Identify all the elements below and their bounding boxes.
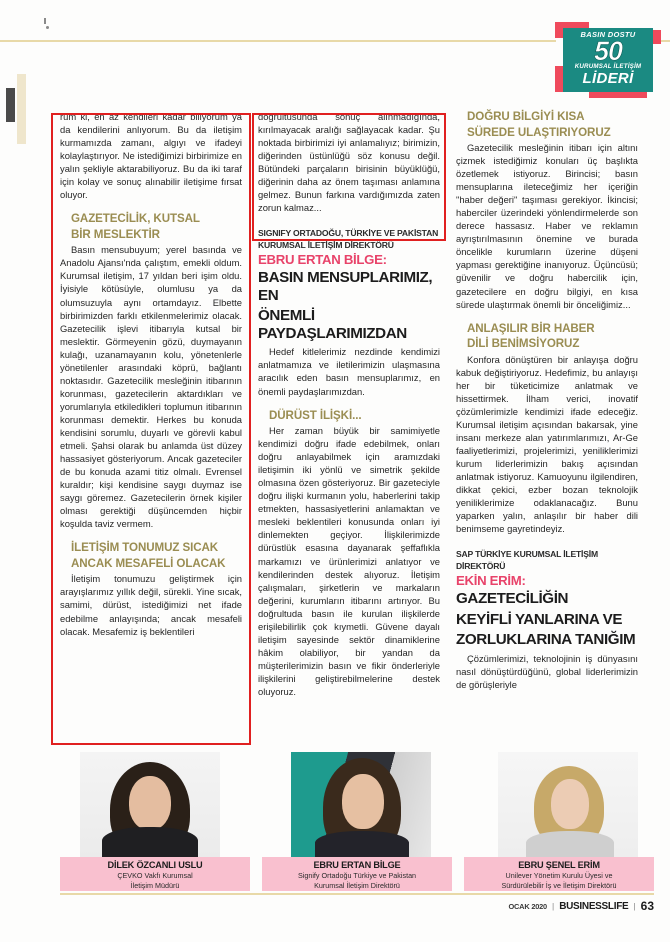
left-cream-bar: [17, 74, 26, 144]
caption-role-1-line-2: İletişim Müdürü: [130, 880, 180, 890]
col3-paragraph-3: Çözümlerimizi, teknolojinin iş dünyasını nasıl dönüştürdüğünü, global liderlerimizin de görüşleriyle: [456, 652, 638, 690]
col2-paragraph-1: doğrultusunda sonuç alınmadığında, kırılmayacak aralığı sağlayacak kadar. Şu noktada birbirimizi iyi anlamalıyız; birimizin, diğerinden üstünlüğü söz konusu değil. Bütündeki parçaların birisinin büyüklüğü, diğerinin daha az önem taşıması anlamına gelmez. Bunun farkına vardığımızda zaten zorun kalmaz...: [258, 111, 440, 214]
col3-paragraph-1: Gazetecilik mesleğinin itibarı için altını çizmek istediğimiz konuları üç başlıkta özetlemek istiyoruz. Birincisi; basın mensuplarına ileteceğimiz her içeriğin "haber değeri" taşıması gerekiyor. İkincisi; haberciler üzerindeki yönlendirmelerde son derece hassasız. Haber ve reklamın ayrıştırılmasının önemine ve burada öncelikle kurumların üzerine düşeni yapması gerektiğine inanıyoruz. Üçüncüsü; güvenilir ve doğru habercilik için, gazetecilere en doğru bilgiyi, en kısa sürede ulaştırmak önemli bir önceliğimiz...: [456, 142, 638, 310]
col1-heading-2-line-1: İLETİŞİM TONUMUZ SICAK: [71, 541, 219, 555]
col1-paragraph-1: rum ki, en az kendileri kadar biliyorum ya da kendilerini anlıyorum. Bu da iletişim kurmamızda zamanı, algıyı ve ifadeyi kolaylaştırıyor. Ne istediğimizi birbirimize en yalın şekliyle aktarabiliyoruz. Bu da iki taraf için kolay ve sonuç alınabilir iletişime fırsat oluyor.: [60, 111, 242, 201]
col3-heading-2-line-1: ANLAŞILIR BİR HABER: [467, 321, 595, 335]
portrait-body-2: [315, 831, 409, 857]
text-column-2: [258, 110, 440, 698]
photo-caption-1: [60, 857, 250, 891]
footer-separator-1: |: [551, 901, 555, 911]
footer-separator-2: |: [633, 901, 636, 911]
text-column-3: [456, 110, 638, 691]
col3-heading-1-line-2: SÜREDE ULAŞTIRIYORUZ: [467, 125, 611, 139]
portrait-body-3: [526, 831, 614, 857]
portrait-body-1: [102, 827, 198, 857]
portrait-face-1: [129, 776, 171, 830]
col2-kicker-line-2: KURUMSAL İLETİŞİM DİREKTÖRÜ: [258, 239, 394, 250]
col2-paragraph-3: Her zaman büyük bir samimiyetle kendimizi doğru ifade edebilmek, onları doğru anlayabilmek için aramızdaki iletişimin iki yönlü ve simetrik şekilde olmasına özen gösteriyoruz. Bir gazeteciyle doğru ilişki kurmanın yolu, haberlerini takip etmekten, hassasiyetlerini anlamaktan ve mesleki beklentileri konusunda onları iyi dinlemekten geçiyor. İlişkilerimizde dürüstlük esasına dayanarak şeffaflıkla markamızı ve ürünlerimizi anlatıyor ve kendilerinden destek alıyoruz. İletişim çalışmaları, şirketlerin ve markaların değerini, kurumların itibarını artırıyor. Bu doğrultuda basın ile kurulan ilişkilerde erişilebilirlik çok kıymetli. Güvene dayalı iletişim sayesinde sektör dinamiklerine hâkim olabiliyor, bir yandan da müşterilerimizin basın ve fikir önderleriyle ilişkilerini geliştirebilmelerine destek oluyoruz.: [258, 425, 440, 697]
col3-heading-1-line-1: DOĞRU BİLGİYİ KISA: [467, 110, 585, 123]
text-column-1: [60, 110, 242, 638]
caption-role-2-line-1: Signify Ortadoğu Türkiye ve Pakistan: [297, 871, 417, 880]
col3-interviewee-name: EKİN ERİM:: [456, 573, 526, 589]
footer-page-number: 63: [640, 899, 654, 913]
photo-caption-2: [262, 857, 452, 891]
portrait-face-3: [551, 779, 589, 829]
left-dark-bar: [6, 88, 15, 122]
portrait-photo-ebru-ertan-bilge: [291, 752, 431, 857]
footer-issue-date: OCAK 2020: [508, 901, 547, 911]
portrait-photo-row: [60, 752, 654, 857]
col2-kicker-line-1: SIGNIFY ORTADOĞU, TÜRKİYE VE PAKİSTAN: [258, 228, 439, 239]
col3-headline-line-2: KEYİFLİ YANLARINA VE: [456, 610, 623, 628]
col1-paragraph-3: İletişim tonumuzu geliştirmek için arayışlarımız yıllık değil, sürekli. Yine sıcak, samimi, dürüst, istediğimizi net ifade edebilme anlayışında; ancak mesafeli olacak. Mesafemiz iş beklentileri: [60, 573, 242, 637]
speck-mark-2: [46, 26, 49, 29]
photo-caption-3: [464, 857, 654, 891]
badge-line-1: BASIN DOSTU: [580, 30, 636, 39]
col3-paragraph-2: Konfora dönüştüren bir anlayışa doğru kabuk değiştiriyoruz. Hedefimiz, bu anlayışı her bir tüketicimize anlatmak ve hissettirmek. İlham verici, inovatif çözümlerimizle kendimizi ifade edeceğiz. Kurumsal iletişim açısından bakarsak, yine insanı merkeze alan yatırımlarımızı, Ar-Ge faaliyetlerimizi, projelerimizi, yeniliklerimizi kurum liderlerimizin bakış açısından anlatmak istiyoruz. Kamuoyunu ilgilendiren, dikkat çekici, ezber bozan teknolojik yeniliklerimize odaklanacağız. Bunu yaparken yalın, anlaşılır bir haber dili benimseme gayretindeyiz.: [456, 353, 638, 535]
portrait-photo-dilek-ozcanli-uslu: [80, 752, 220, 857]
portrait-face-2: [342, 774, 384, 829]
bottom-horizontal-rule: [60, 893, 654, 895]
top-horizontal-rule: [0, 40, 556, 42]
caption-name-3: EBRU ŞENEL ERİM: [518, 860, 600, 870]
caption-name-2: EBRU ERTAN BİLGE: [313, 860, 401, 870]
speck-mark-1: [44, 18, 46, 24]
caption-role-3-line-1: Unilever Yönetim Kurulu Üyesi ve: [505, 871, 613, 880]
col2-headline-line-1: BASIN MENSUPLARIMIZ, EN: [258, 269, 433, 304]
badge-content: [563, 28, 653, 92]
caption-role-1-line-1: ÇEVKO Vakfı Kurumsal: [117, 871, 193, 880]
page-footer: [509, 899, 655, 913]
col1-heading-1-line-2: BİR MESLEKTİR: [71, 227, 160, 241]
award-badge: [555, 22, 661, 98]
caption-role-3-line-2: Sürdürülebilir İş ve İletişim Direktörü: [501, 880, 617, 890]
portrait-photo-ebru-senel-erim: [498, 752, 638, 857]
col1-heading-2-line-2: ANCAK MESAFELİ OLACAK: [71, 556, 226, 570]
footer-publication-name: BUSINESSLIFE: [559, 900, 629, 912]
caption-role-2-line-2: Kurumsal İletişim Direktörü: [314, 880, 400, 890]
col2-paragraph-2: Hedef kitlelerimiz nezdinde kendimizi anlatmamıza ve iletilerimizin ulaşmasına aracılık eden basın mensuplarımız, en önemli paydaşlarımızdan.: [258, 346, 440, 397]
badge-line-3: KURUMSAL İLETİŞİM: [574, 63, 642, 70]
col2-headline-line-2: ÖNEMLİ PAYDAŞLARIMIZDAN: [258, 307, 407, 342]
col1-paragraph-2: Basın mensubuyum; yerel basında ve Anadolu Ajansı'nda çalıştım, emekli oldum. Kurumsal iletişim, 17 yıldan beri işim oldu. İyisiyle kötüsüyle, olumlusu ya da olumsuzuyla aynı ortamdayız. Elbette birbirimizden farklı etkilenmelerimiz olacak. Gazetecilik işlevi itibarıyla kutsal bir meslektir. Görmeyenin gözü, duymayanın kulağı, uzanamayanın kolu, yönetenlerle yönetilenler arasındaki köprü, bağlantı noktasıdır. Gazetecilik mesleğinin itibarının korunması, gazetecilerin aktardıkları ve yorumlarıyla etkiledikleri toplumun itibarının korunması demektir. Herkes bu konuda kendisini sorumlu, duyarlı ve görevli kabul etmeli. Şahsi olarak bu anlamda üst düzey hassasiyet gösteriyorum. Ancak gazeteciler de bu konuda azami titiz olmalı. Evrensel kuraldır; kişi kendisine saygı duymaz ise saygı göremez. Gazetecilerin örnek kişiler olması gerektiği düşüncemden hiçbir koşulda taviz vermem.: [60, 244, 242, 530]
col3-headline-line-3: ZORLUKLARINA TANIĞIM: [456, 631, 636, 649]
col2-interviewee-name: EBRU ERTAN BİLGE:: [258, 252, 387, 268]
badge-number: 50: [593, 36, 623, 66]
badge-line-4: LİDERİ: [582, 70, 634, 87]
col2-heading-1: DÜRÜST İLİŞKİ...: [269, 408, 362, 422]
photo-caption-row: [60, 857, 654, 891]
col3-kicker: SAP TÜRKİYE KURUMSAL İLETİŞİM DİREKTÖRÜ: [456, 549, 598, 571]
col3-headline-line-1: GAZETECİLİĞİN: [456, 590, 569, 608]
col1-heading-1-line-1: GAZETECİLİK, KUTSAL: [71, 212, 200, 226]
col3-heading-2-line-2: DİLİ BENİMSİYORUZ: [467, 337, 580, 351]
caption-name-1: DİLEK ÖZCANLI USLU: [107, 860, 203, 870]
